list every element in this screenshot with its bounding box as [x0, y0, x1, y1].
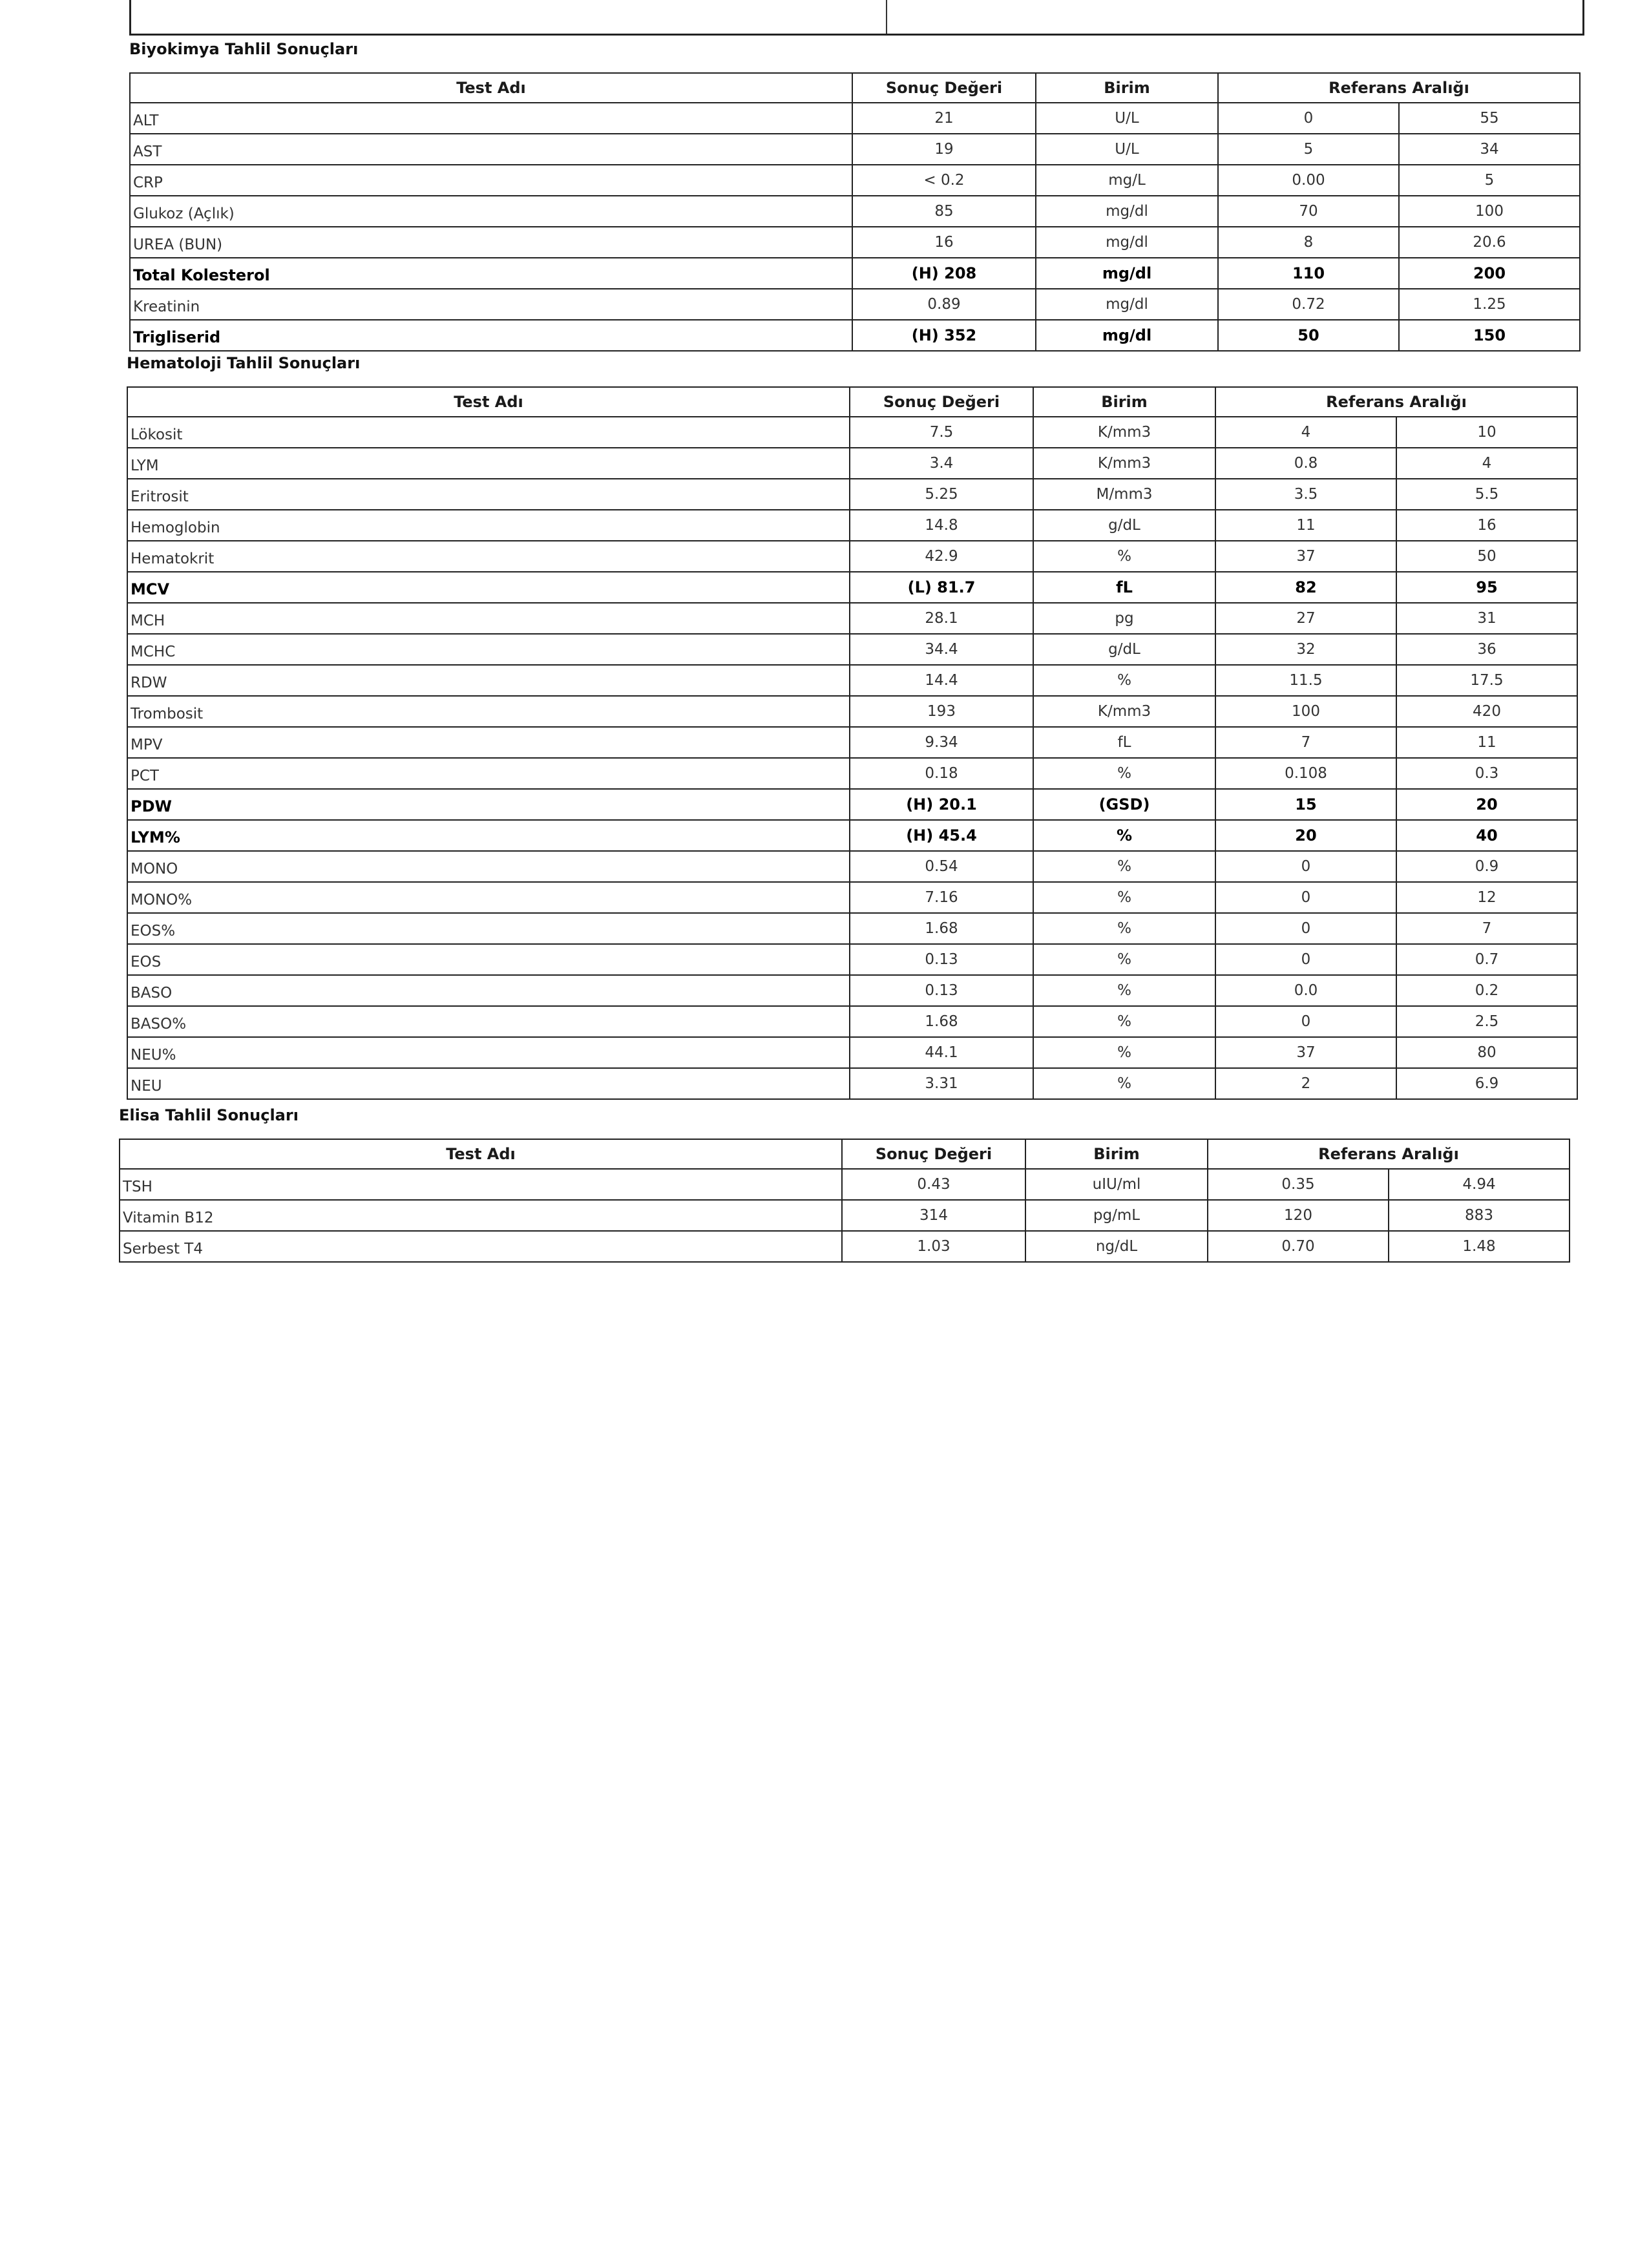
table-row: [127, 789, 1577, 820]
reference-high-cell: 36: [1396, 634, 1577, 665]
results-table: [119, 1139, 1570, 1263]
table-row: [130, 258, 1580, 289]
reference-high-cell: 0.2: [1396, 975, 1577, 1006]
table-row: [127, 448, 1577, 479]
unit-cell: %: [1033, 1037, 1215, 1068]
test-name-cell: PCT: [127, 758, 850, 789]
test-name-cell: Vitamin B12: [120, 1200, 842, 1231]
reference-low-cell: 11.5: [1215, 665, 1396, 696]
table-row: [130, 165, 1580, 196]
result-value-cell: 5.25: [850, 479, 1033, 510]
reference-low-cell: 32: [1215, 634, 1396, 665]
table-row: [120, 1200, 1570, 1231]
section-title: Biyokimya Tahlil Sonuçları: [129, 40, 359, 58]
reference-high-cell: 4: [1396, 448, 1577, 479]
reference-low-cell: 37: [1215, 541, 1396, 572]
unit-cell: pg: [1033, 603, 1215, 634]
reference-low-cell: 70: [1218, 196, 1399, 227]
table-row: [130, 134, 1580, 165]
test-name-cell: RDW: [127, 665, 850, 696]
table-row: [130, 320, 1580, 351]
reference-low-cell: 0: [1218, 103, 1399, 134]
table-row: [127, 634, 1577, 665]
result-value-cell: 44.1: [850, 1037, 1033, 1068]
test-name-cell: ALT: [130, 103, 852, 134]
unit-cell: mg/dl: [1036, 258, 1218, 289]
result-value-cell: (H) 352: [852, 320, 1036, 351]
reference-high-cell: 6.9: [1396, 1068, 1577, 1099]
column-header-test-name: Test Adı: [127, 387, 850, 417]
table-header-row: [127, 387, 1577, 417]
reference-low-cell: 7: [1215, 727, 1396, 758]
result-value-cell: 85: [852, 196, 1036, 227]
unit-cell: %: [1033, 882, 1215, 913]
reference-high-cell: 1.25: [1399, 289, 1580, 320]
reference-low-cell: 100: [1215, 696, 1396, 727]
test-name-cell: MONO%: [127, 882, 850, 913]
reference-low-cell: 0.35: [1208, 1169, 1389, 1200]
reference-high-cell: 10: [1396, 417, 1577, 448]
test-name-cell: NEU: [127, 1068, 850, 1099]
test-name-cell: PDW: [127, 789, 850, 820]
reference-high-cell: 12: [1396, 882, 1577, 913]
result-value-cell: 19: [852, 134, 1036, 165]
test-name-cell: Trombosit: [127, 696, 850, 727]
reference-low-cell: 4: [1215, 417, 1396, 448]
result-value-cell: 34.4: [850, 634, 1033, 665]
unit-cell: %: [1033, 851, 1215, 882]
unit-cell: mg/dl: [1036, 227, 1218, 258]
test-name-cell: Lökosit: [127, 417, 850, 448]
reference-low-cell: 0: [1215, 1006, 1396, 1037]
results-table: [129, 72, 1581, 352]
unit-cell: g/dL: [1033, 634, 1215, 665]
test-name-cell: TSH: [120, 1169, 842, 1200]
reference-low-cell: 27: [1215, 603, 1396, 634]
reference-low-cell: 15: [1215, 789, 1396, 820]
test-name-cell: EOS%: [127, 913, 850, 944]
unit-cell: mg/L: [1036, 165, 1218, 196]
table-row: [127, 572, 1577, 603]
reference-low-cell: 37: [1215, 1037, 1396, 1068]
test-name-cell: Serbest T4: [120, 1231, 842, 1262]
column-header-test-name: Test Adı: [120, 1139, 842, 1169]
unit-cell: mg/dl: [1036, 196, 1218, 227]
table-row: [127, 510, 1577, 541]
table-row: [127, 820, 1577, 851]
reference-high-cell: 0.3: [1396, 758, 1577, 789]
column-header-reference-range: Referans Aralığı: [1218, 73, 1580, 103]
result-value-cell: 0.43: [842, 1169, 1025, 1200]
reference-low-cell: 0.0: [1215, 975, 1396, 1006]
column-header-unit: Birim: [1036, 73, 1218, 103]
unit-cell: %: [1033, 820, 1215, 851]
table-row: [127, 696, 1577, 727]
unit-cell: ng/dL: [1025, 1231, 1208, 1262]
result-value-cell: 0.89: [852, 289, 1036, 320]
result-value-cell: 0.54: [850, 851, 1033, 882]
reference-high-cell: 95: [1396, 572, 1577, 603]
table-row: [120, 1231, 1570, 1262]
unit-cell: %: [1033, 1006, 1215, 1037]
test-name-cell: Hematokrit: [127, 541, 850, 572]
reference-low-cell: 0.8: [1215, 448, 1396, 479]
result-value-cell: 1.68: [850, 913, 1033, 944]
reference-high-cell: 420: [1396, 696, 1577, 727]
table-header-row: [120, 1139, 1570, 1169]
reference-high-cell: 5: [1399, 165, 1580, 196]
result-value-cell: < 0.2: [852, 165, 1036, 196]
table-row: [130, 196, 1580, 227]
table-row: [127, 1037, 1577, 1068]
result-value-cell: 193: [850, 696, 1033, 727]
test-name-cell: MPV: [127, 727, 850, 758]
reference-high-cell: 883: [1389, 1200, 1570, 1231]
table-row: [130, 103, 1580, 134]
reference-high-cell: 0.9: [1396, 851, 1577, 882]
test-name-cell: Total Kolesterol: [130, 258, 852, 289]
reference-low-cell: 3.5: [1215, 479, 1396, 510]
result-value-cell: 0.18: [850, 758, 1033, 789]
previous-section-frame: [129, 0, 1584, 36]
reference-high-cell: 20: [1396, 789, 1577, 820]
test-name-cell: AST: [130, 134, 852, 165]
test-name-cell: Hemoglobin: [127, 510, 850, 541]
result-value-cell: 14.8: [850, 510, 1033, 541]
test-name-cell: BASO: [127, 975, 850, 1006]
reference-low-cell: 50: [1218, 320, 1399, 351]
table-row: [127, 665, 1577, 696]
result-value-cell: 14.4: [850, 665, 1033, 696]
reference-low-cell: 110: [1218, 258, 1399, 289]
column-header-result: Sonuç Değeri: [852, 73, 1036, 103]
reference-low-cell: 0.70: [1208, 1231, 1389, 1262]
unit-cell: %: [1033, 975, 1215, 1006]
reference-low-cell: 0: [1215, 913, 1396, 944]
result-value-cell: 1.68: [850, 1006, 1033, 1037]
column-header-result: Sonuç Değeri: [842, 1139, 1025, 1169]
reference-high-cell: 7: [1396, 913, 1577, 944]
reference-high-cell: 2.5: [1396, 1006, 1577, 1037]
reference-high-cell: 40: [1396, 820, 1577, 851]
test-name-cell: EOS: [127, 944, 850, 975]
table-row: [127, 975, 1577, 1006]
section-title: Elisa Tahlil Sonuçları: [119, 1106, 299, 1124]
test-name-cell: CRP: [130, 165, 852, 196]
unit-cell: K/mm3: [1033, 696, 1215, 727]
test-name-cell: MONO: [127, 851, 850, 882]
reference-low-cell: 0: [1215, 882, 1396, 913]
result-value-cell: 7.16: [850, 882, 1033, 913]
result-value-cell: 314: [842, 1200, 1025, 1231]
test-name-cell: NEU%: [127, 1037, 850, 1068]
reference-high-cell: 11: [1396, 727, 1577, 758]
table-row: [127, 758, 1577, 789]
unit-cell: mg/dl: [1036, 320, 1218, 351]
column-header-unit: Birim: [1033, 387, 1215, 417]
test-name-cell: MCV: [127, 572, 850, 603]
table-row: [130, 289, 1580, 320]
table-row: [127, 603, 1577, 634]
unit-cell: U/L: [1036, 103, 1218, 134]
table-row: [127, 417, 1577, 448]
table-row: [127, 1068, 1577, 1099]
reference-high-cell: 100: [1399, 196, 1580, 227]
result-value-cell: (H) 208: [852, 258, 1036, 289]
test-name-cell: BASO%: [127, 1006, 850, 1037]
test-name-cell: Trigliserid: [130, 320, 852, 351]
reference-low-cell: 5: [1218, 134, 1399, 165]
unit-cell: %: [1033, 541, 1215, 572]
result-value-cell: 16: [852, 227, 1036, 258]
reference-low-cell: 0: [1215, 851, 1396, 882]
reference-low-cell: 11: [1215, 510, 1396, 541]
table-header-row: [130, 73, 1580, 103]
reference-high-cell: 200: [1399, 258, 1580, 289]
unit-cell: mg/dl: [1036, 289, 1218, 320]
table-row: [127, 1006, 1577, 1037]
unit-cell: M/mm3: [1033, 479, 1215, 510]
result-value-cell: (H) 20.1: [850, 789, 1033, 820]
unit-cell: %: [1033, 913, 1215, 944]
unit-cell: %: [1033, 1068, 1215, 1099]
test-name-cell: Kreatinin: [130, 289, 852, 320]
section-title: Hematoloji Tahlil Sonuçları: [127, 354, 361, 372]
reference-low-cell: 0.72: [1218, 289, 1399, 320]
result-value-cell: 3.4: [850, 448, 1033, 479]
unit-cell: (GSD): [1033, 789, 1215, 820]
test-name-cell: LYM: [127, 448, 850, 479]
reference-low-cell: 8: [1218, 227, 1399, 258]
reference-low-cell: 0: [1215, 944, 1396, 975]
test-name-cell: UREA (BUN): [130, 227, 852, 258]
table-row: [130, 227, 1580, 258]
unit-cell: U/L: [1036, 134, 1218, 165]
result-value-cell: 28.1: [850, 603, 1033, 634]
reference-high-cell: 4.94: [1389, 1169, 1570, 1200]
result-value-cell: 9.34: [850, 727, 1033, 758]
column-header-result: Sonuç Değeri: [850, 387, 1033, 417]
table-row: [127, 479, 1577, 510]
result-value-cell: 42.9: [850, 541, 1033, 572]
reference-high-cell: 50: [1396, 541, 1577, 572]
unit-cell: K/mm3: [1033, 417, 1215, 448]
test-name-cell: Glukoz (Açlık): [130, 196, 852, 227]
results-table: [127, 386, 1578, 1100]
reference-high-cell: 1.48: [1389, 1231, 1570, 1262]
result-value-cell: (H) 45.4: [850, 820, 1033, 851]
column-header-reference-range: Referans Aralığı: [1208, 1139, 1570, 1169]
unit-cell: pg/mL: [1025, 1200, 1208, 1231]
unit-cell: fL: [1033, 572, 1215, 603]
reference-high-cell: 17.5: [1396, 665, 1577, 696]
unit-cell: g/dL: [1033, 510, 1215, 541]
table-row: [127, 913, 1577, 944]
reference-high-cell: 20.6: [1399, 227, 1580, 258]
reference-low-cell: 82: [1215, 572, 1396, 603]
column-header-unit: Birim: [1025, 1139, 1208, 1169]
table-row: [127, 944, 1577, 975]
reference-low-cell: 0.108: [1215, 758, 1396, 789]
reference-high-cell: 34: [1399, 134, 1580, 165]
column-header-test-name: Test Adı: [130, 73, 852, 103]
table-row: [120, 1169, 1570, 1200]
column-header-reference-range: Referans Aralığı: [1215, 387, 1577, 417]
reference-high-cell: 5.5: [1396, 479, 1577, 510]
reference-low-cell: 20: [1215, 820, 1396, 851]
result-value-cell: (L) 81.7: [850, 572, 1033, 603]
reference-low-cell: 0.00: [1218, 165, 1399, 196]
unit-cell: %: [1033, 665, 1215, 696]
result-value-cell: 0.13: [850, 975, 1033, 1006]
table-row: [127, 882, 1577, 913]
reference-high-cell: 80: [1396, 1037, 1577, 1068]
reference-low-cell: 120: [1208, 1200, 1389, 1231]
unit-cell: %: [1033, 758, 1215, 789]
result-value-cell: 3.31: [850, 1068, 1033, 1099]
unit-cell: fL: [1033, 727, 1215, 758]
reference-high-cell: 16: [1396, 510, 1577, 541]
unit-cell: K/mm3: [1033, 448, 1215, 479]
unit-cell: uIU/ml: [1025, 1169, 1208, 1200]
reference-high-cell: 0.7: [1396, 944, 1577, 975]
result-value-cell: 7.5: [850, 417, 1033, 448]
result-value-cell: 21: [852, 103, 1036, 134]
result-value-cell: 1.03: [842, 1231, 1025, 1262]
reference-high-cell: 31: [1396, 603, 1577, 634]
unit-cell: %: [1033, 944, 1215, 975]
test-name-cell: Eritrosit: [127, 479, 850, 510]
reference-low-cell: 2: [1215, 1068, 1396, 1099]
table-row: [127, 851, 1577, 882]
test-name-cell: MCH: [127, 603, 850, 634]
test-name-cell: LYM%: [127, 820, 850, 851]
reference-high-cell: 55: [1399, 103, 1580, 134]
reference-high-cell: 150: [1399, 320, 1580, 351]
table-row: [127, 727, 1577, 758]
result-value-cell: 0.13: [850, 944, 1033, 975]
table-row: [127, 541, 1577, 572]
test-name-cell: MCHC: [127, 634, 850, 665]
